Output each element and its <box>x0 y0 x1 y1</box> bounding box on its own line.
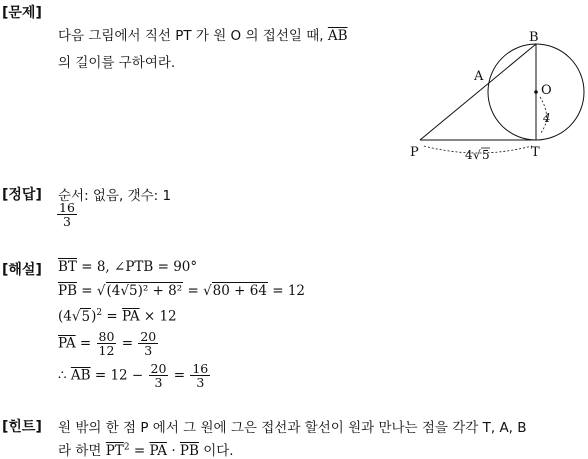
hint-eq: = <box>129 443 150 459</box>
solution-l5-seg: $\overline{AB}$ <box>70 367 91 384</box>
solution-line-2 <box>58 283 305 299</box>
solution-l3-close: ) <box>91 308 97 325</box>
label-b: B <box>529 30 539 45</box>
label-p: P <box>410 145 419 160</box>
problem-text-1: 다음 그림에서 직선 PT 가 원 O 의 접선일 때, <box>58 28 324 44</box>
solution-line-3 <box>58 308 177 325</box>
solution-l5-num2: 16 <box>192 361 209 376</box>
problem-segment-ab: $\overline{AB}$ <box>327 28 348 44</box>
solution-l3-seg: $\overline{PA}$ <box>121 308 140 325</box>
hint-seg-pb: $\overline{PB}$ <box>179 443 199 459</box>
solution-line-1 <box>58 259 197 275</box>
problem-tag: [문제] <box>2 5 42 21</box>
solution-l2-seg: $\overline{PB}$ <box>58 283 78 299</box>
hint-text-2a: 라 하면 <box>58 443 106 459</box>
solution-l5-minus: = 12 − <box>90 367 148 384</box>
solution-l5-therefore: ∴ <box>58 367 71 384</box>
answer-denominator: 3 <box>62 214 71 230</box>
hint-sup: 2 <box>123 442 130 453</box>
solution-l5-den1: 3 <box>154 375 163 391</box>
solution-l2-radical-2: √ <box>203 283 212 299</box>
hint-line-2 <box>58 439 234 459</box>
solution-l4-den1: 12 <box>98 343 115 359</box>
hint-seg-pa: $\overline{PA}$ <box>149 443 168 459</box>
solution-l4-num2: 20 <box>140 329 157 344</box>
hint-dot: · <box>167 443 180 459</box>
problem-text-2: 의 길이를 구하여라. <box>58 55 176 71</box>
solution-l1-seg: $\overline{BT}$ <box>58 259 77 275</box>
solution-l4-eq: = <box>75 335 96 352</box>
geometry-figure <box>400 25 588 165</box>
solution-l2-inner: (4√5)² + 8² <box>106 283 183 299</box>
problem-line-1 <box>58 24 348 44</box>
solution-line-5 <box>58 362 211 389</box>
solution-l2-result: = 12 <box>267 283 306 299</box>
solution-l3-radical: √ <box>71 308 81 325</box>
solution-l4-den2: 3 <box>144 343 153 359</box>
answer-tag: [정답] <box>2 187 42 203</box>
label-pt-radical: √ <box>473 148 481 162</box>
label-radius: 4 <box>543 111 551 125</box>
solution-l5-num1: 20 <box>150 361 167 376</box>
solution-l4-num1: 80 <box>98 329 115 344</box>
hint-text-1: 원 밖의 한 점 P 에서 그 원에 그은 접선과 할선이 원과 만나는 점을 각각 T, A, B <box>58 420 527 436</box>
solution-l3-root: 5 <box>81 308 91 325</box>
label-pt-root: 5 <box>482 148 490 162</box>
solution-l3-eq: = <box>102 308 122 325</box>
label-t: T <box>531 145 540 160</box>
solution-tag: [해설] <box>2 262 42 278</box>
solution-l3-times: × 12 <box>139 308 177 325</box>
hint-text-2b: 이다. <box>198 443 234 459</box>
solution-l3-open: (4 <box>58 308 72 325</box>
center-point-o <box>534 90 538 94</box>
solution-l2-eq2: = <box>183 283 204 299</box>
secant-pb <box>420 44 536 140</box>
solution-l2-c: 80 + 64 <box>212 283 267 299</box>
solution-l4-seg: $\overline{PA}$ <box>58 335 76 352</box>
solution-l5-eq: = <box>169 367 190 384</box>
solution-l2-eq: = <box>77 283 97 299</box>
solution-l5-den2: 3 <box>196 375 205 391</box>
answer-order-count: 순서: 없음, 갯수: 1 <box>58 188 172 204</box>
solution-l3-exp: 2 <box>96 308 103 318</box>
solution-line-4 <box>58 330 159 357</box>
solution-l1-rest: = 8, ∠PTB = 90° <box>76 259 198 275</box>
answer-numerator: 16 <box>59 200 75 215</box>
label-a: A <box>474 69 484 84</box>
label-pt-coef: 4 <box>465 148 473 162</box>
solution-l2-radical: √ <box>96 283 106 299</box>
hint-seg-pt: $\overline{PT}$ <box>105 443 124 459</box>
answer-fraction <box>56 201 78 228</box>
solution-l4-eq2: = <box>117 335 138 352</box>
hint-tag: [힌트] <box>2 419 42 435</box>
label-o: O <box>541 83 552 98</box>
